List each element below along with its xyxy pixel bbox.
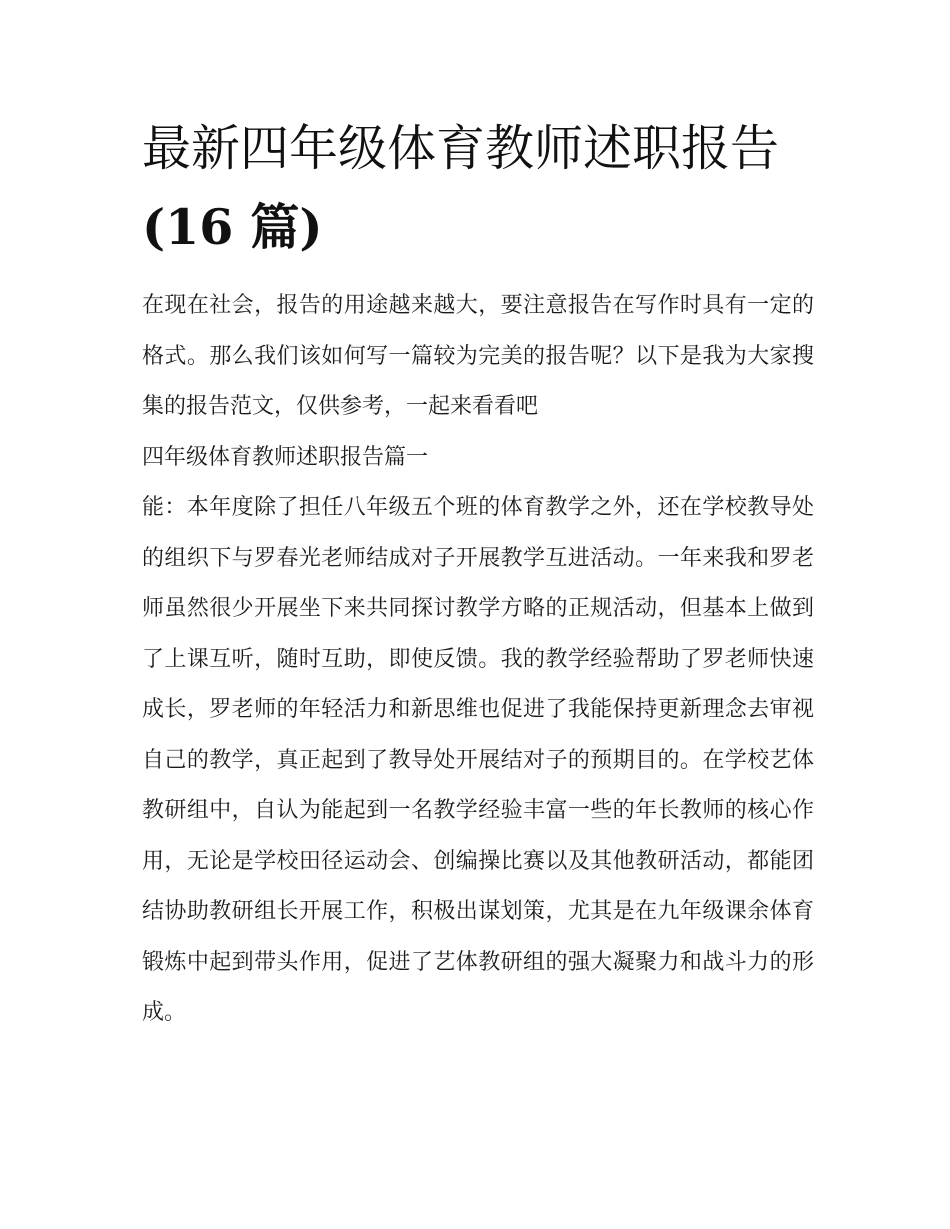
document-page <box>142 110 814 1039</box>
title-line-1: 最新四年级体育教师述职报告 <box>142 120 780 177</box>
section-heading: 四年级体育教师述职报告篇一 <box>142 444 429 470</box>
title-line-2: (16 篇) <box>142 198 323 256</box>
document-title <box>142 110 814 267</box>
intro-paragraph: 在现在社会，报告的用途越来越大，要注意报告在写作时具有一定的格式。那么我们该如何写一篇较为完美的报告呢？以下是我为大家搜集的报告范文，仅供参考，一起来看看吧 <box>142 293 814 419</box>
body-paragraph: 能：本年度除了担任八年级五个班的体育教学之外，还在学校教导处的组织下与罗春光老师结成对子开展教学互进活动。一年来我和罗老师虽然很少开展坐下来共同探讨教学方略的正规活动，但基本上做到了上课互听，随时互助，即使反馈。我的教学经验帮助了罗老师快速成长，罗老师的年轻活力和新思维也促进了我能保持更新理念去审视自己的教学，真正起到了教导处开展结对子的预期目的。在学校艺体教研组中，自认为能起到一名教学经验丰富一些的年长教师的核心作用，无论是学校田径运动会、创编操比赛以及其他教研活动，都能团结协助教研组长开展工作，积极出谋划策，尤其是在九年级课余体育锻炼中起到带头作用，促进了艺体教研组的强大凝聚力和战斗力的形成。 <box>142 495 814 1025</box>
